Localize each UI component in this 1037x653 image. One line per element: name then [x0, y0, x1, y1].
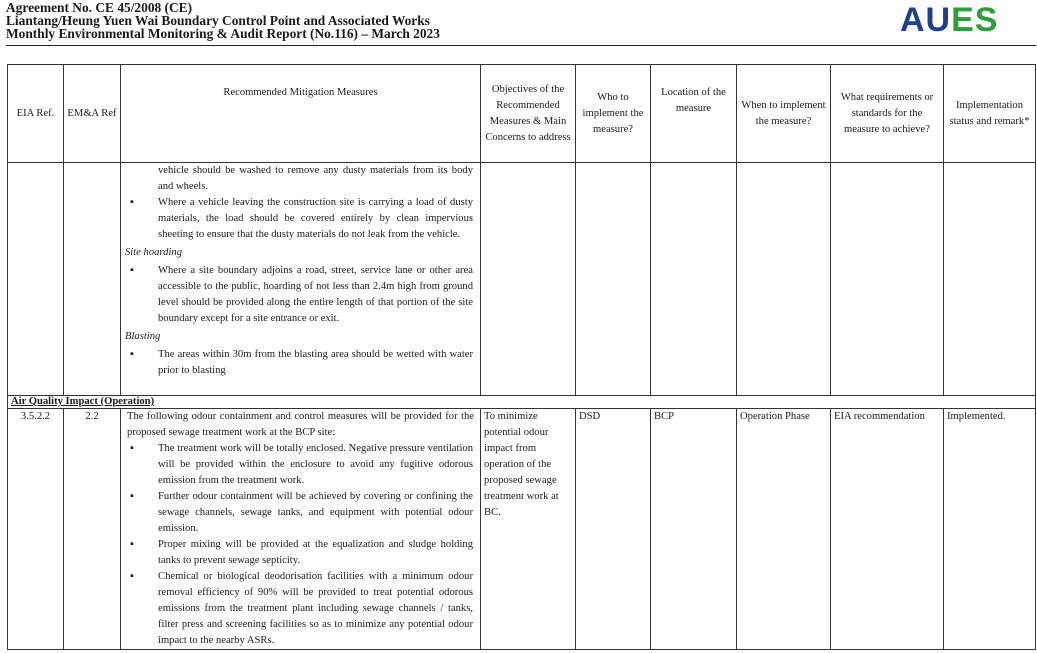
col-ema-ref: EM&A Ref: [64, 65, 121, 163]
col-eia-ref: EIA Ref.: [8, 65, 64, 163]
report-title: Monthly Environmental Monitoring & Audit Report (No.116) – March 2023: [6, 26, 440, 41]
col-location: Location of the measure: [651, 65, 737, 163]
status-cell: Implemented.: [944, 409, 1036, 650]
col-who: Who to implement the measure?: [576, 65, 651, 163]
list-item: ▪ Where a vehicle leaving the construction site is carrying a load of dusty materials, the load should be covered entirely by clean impervious sheeting to ensure that the dusty materials do not leak from the vehicle.: [130, 197, 473, 240]
list-item: ▪ Chemical or biological deodorisation facilities with a minimum odour removal efficiency of 90% will be provided to treat potential odorous emissions from the treatment plant including sewage channels / tanks, filter press and screening facilities so as to minimize any potential odour impact to the nearby ASRs.: [130, 571, 473, 646]
who-cell: DSD: [576, 409, 651, 650]
col-objectives: Objectives of the Recommended Measures & Main Concerns to address: [481, 65, 576, 163]
mitigation-measures-table: [7, 64, 1036, 650]
bullet-icon: ▪: [130, 197, 134, 208]
bullet-icon: ▪: [130, 491, 134, 502]
section-title: Air Quality Impact (Operation): [8, 396, 1036, 409]
list-item: ▪ Proper mixing will be provided at the equalization and sludge holding tanks to prevent sewage septicity.: [130, 539, 473, 566]
bullet-icon: ▪: [130, 539, 134, 550]
bullet-icon: ▪: [130, 349, 134, 360]
ema-ref-cell: 2.2: [64, 409, 121, 650]
table-row: [8, 409, 1036, 650]
list-item: ▪ The areas within 30m from the blasting area should be wetted with water prior to blasting: [130, 349, 473, 376]
continued-measures-cell: [121, 163, 481, 396]
list-item: ▪ Further odour containment will be achieved by covering or confining the sewage channels, sewage tanks, and equipment with potential odour emission.: [130, 491, 473, 534]
agreement-number: Agreement No. CE 45/2008 (CE): [6, 0, 193, 15]
col-requirements: What requirements or standards for the measure to achieve?: [831, 65, 944, 163]
when-cell: Operation Phase: [737, 409, 831, 650]
location-cell: BCP: [651, 409, 737, 650]
bullet-icon: ▪: [130, 265, 134, 276]
header-divider: [6, 45, 1036, 46]
continued-text: vehicle should be washed to remove any dusty materials from its body and wheels.: [158, 165, 473, 192]
eia-ref-cell: 3.5.2.2: [8, 409, 64, 650]
col-mitigation-measures: Recommended Mitigation Measures: [121, 65, 481, 163]
table-row: [8, 163, 1036, 396]
report-header: [6, 1, 826, 40]
list-item: ▪ Where a site boundary adjoins a road, street, service lane or other area accessible to the public, hoarding of not less than 2.4m high from ground level should be provided along the entire length of that portion of the site boundary except for a site entrance or exit.: [130, 265, 473, 324]
requirements-cell: EIA recommendation: [831, 409, 944, 650]
measures-intro: The following odour containment and control measures will be provided for the proposed sewage treatment work at the BCP site:: [127, 411, 474, 438]
col-when: When to implement the measure?: [737, 65, 831, 163]
bullet-icon: ▪: [130, 571, 134, 582]
aues-logo: AUES: [900, 1, 999, 39]
list-item: ▪ The treatment work will be totally enclosed. Negative pressure ventilation will be provided within the enclosure to avoid any fugitive odorous emission from the treatment work.: [130, 443, 473, 486]
objectives-cell: To minimize potential odour impact from operation of the proposed sewage treatment work at BC.: [481, 409, 576, 650]
bullet-icon: ▪: [130, 443, 134, 454]
subheading-blasting: Blasting: [125, 331, 161, 342]
project-title: Liantang/Heung Yuen Wai Boundary Control Point and Associated Works: [6, 13, 430, 28]
measures-cell: [121, 409, 481, 650]
section-row: [8, 396, 1036, 409]
table-header-row: [8, 65, 1036, 163]
subheading-site-hoarding: Site hoarding: [125, 247, 182, 258]
col-status: Implementation status and remark*: [944, 65, 1036, 163]
